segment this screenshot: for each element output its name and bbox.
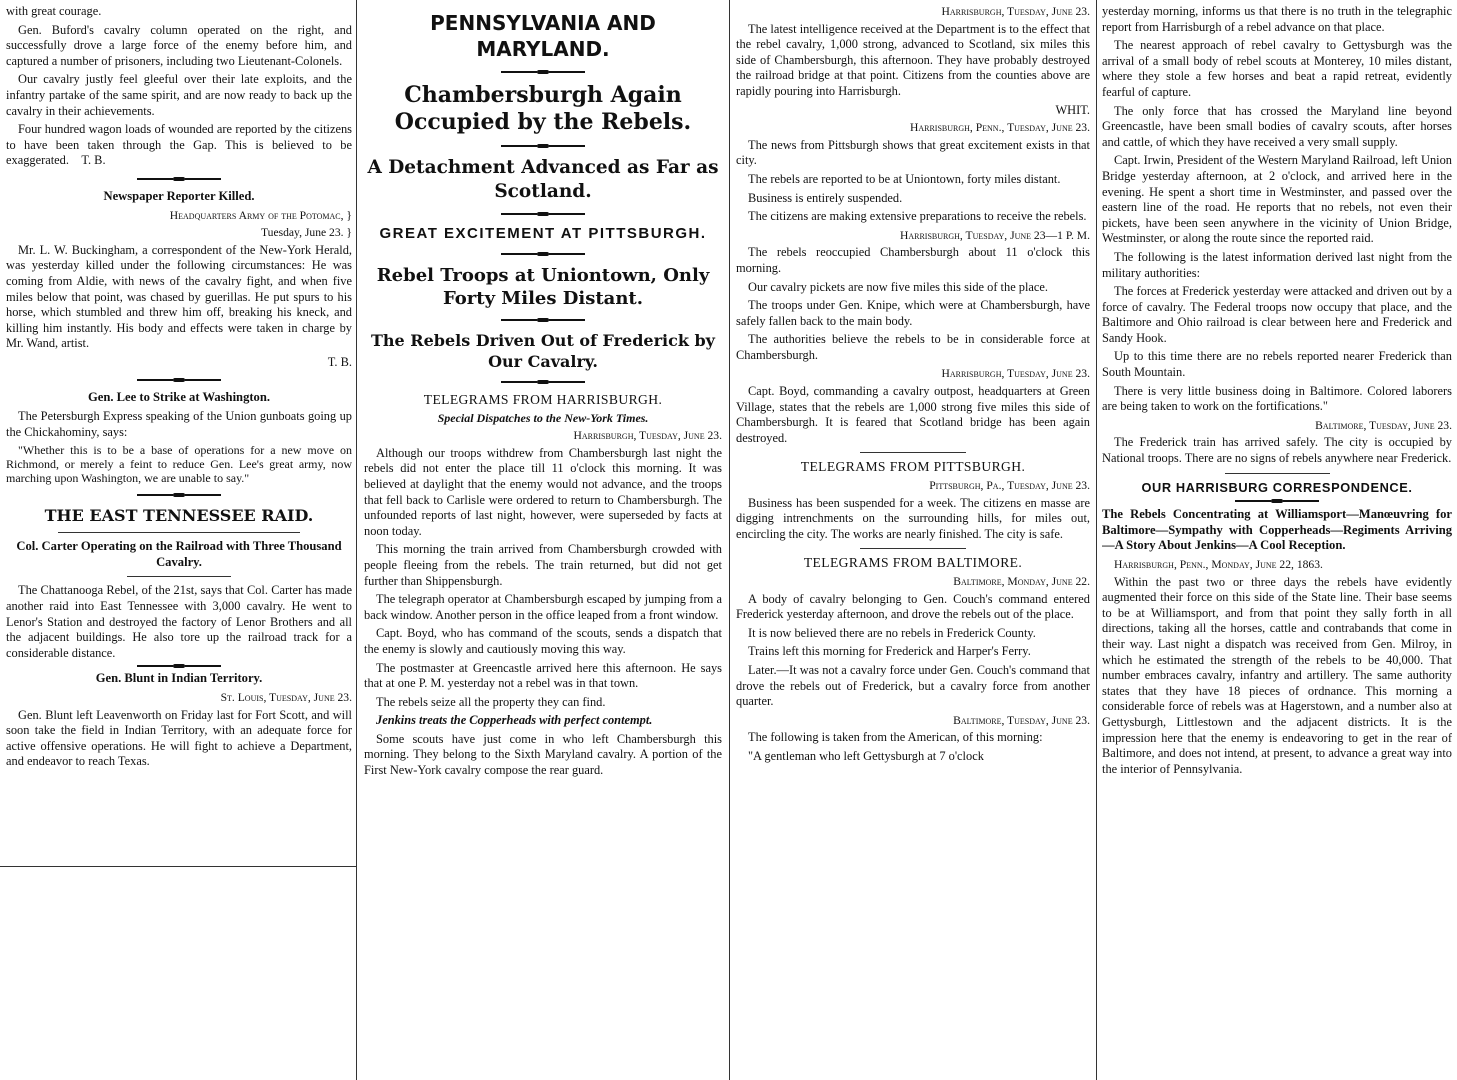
- section-divider: [6, 493, 352, 497]
- dateline: Harrisburgh, Tuesday, June 23.: [941, 367, 1090, 381]
- headline-harrisburg-correspondence: OUR HARRISBURG CORRESPONDENCE.: [1141, 479, 1413, 495]
- paragraph: The following is the latest information derived last night from the military authorities:: [1102, 249, 1452, 280]
- rule: [1225, 473, 1330, 474]
- column1-bottom-rule: [0, 866, 356, 867]
- dateline: Harrisburgh, Penn., Tuesday, June 23.: [909, 121, 1090, 135]
- paragraph: The rebels reoccupied Chambersburgh about 11 o'clock this morning.: [736, 245, 1090, 275]
- headline-reporter-killed: Newspaper Reporter Killed.: [103, 188, 255, 203]
- paragraph: Mr. L. W. Buckingham, a correspondent of the New-York Herald, was yesterday killed under the following circumstances: He was coming from Aldie, with news of the cavalry fight, and when five miles below that point, was chased by guerillas. He put spurs to his horse, which stumbled and threw him off, breaking his kneck, and killing him instantly. His body and effects were taken in charge by Mr. Wand, artist.: [6, 242, 352, 351]
- signature: WHIT.: [1055, 102, 1090, 117]
- paragraph: The rebels are reported to be at Uniontown, forty miles distant.: [748, 171, 1061, 186]
- paragraph-text: Four hundred wagon loads of wounded are reported by the citizens to have been taken through the Gap. This is believed to be exaggerated.: [6, 122, 352, 168]
- paragraph: It is now believed there are no rebels in Frederick County.: [748, 625, 1036, 640]
- dateline: Headquarters Army of the Potomac, }: [169, 208, 352, 222]
- paragraph: The telegraph operator at Chambersburgh escaped by jumping from a back window. Another person in the office leaped from a front window.: [364, 592, 722, 622]
- headline-great-excitement: GREAT EXCITEMENT AT PITTSBURGH.: [379, 225, 707, 242]
- paragraph: The Chattanooga Rebel, of the 21st, says that Col. Carter has made another raid into East Tennessee with 3,000 cavalry. He went to Lenor's Station and destroyed the factory of Lenor Brothers and all the adjacent buildings. He also tore up the railroad track for a considerable distance.: [6, 583, 352, 660]
- dateline: Baltimore, Monday, June 22.: [953, 575, 1090, 588]
- paragraph: The news from Pittsburgh shows that great excitement exists in that city.: [736, 137, 1090, 168]
- dateline: Baltimore, Tuesday, June 23.: [1315, 418, 1452, 432]
- section-divider: [6, 177, 352, 181]
- headline-carter: Col. Carter Operating on the Railroad with Three Thousand Cavalry.: [16, 539, 342, 569]
- telegrams-heading: TELEGRAMS FROM HARRISBURGH.: [423, 392, 663, 407]
- headline-uniontown: Rebel Troops at Uniontown, Only Forty Miles Distant.: [376, 265, 710, 309]
- paragraph: Business has been suspended for a week. The citizens en masse are digging intrenchments on the surrounding hills, for miles out, encircling the city. The works are nearly finished. The city is safe.: [736, 495, 1090, 541]
- dateline: St. Louis, Tuesday, June 23.: [220, 691, 352, 704]
- paragraph: The latest intelligence received at the Department is to the effect that the rebel cavalry, 1,000 strong, advanced to Scotland, six miles this side of Chambersburgh, this afternoon. They have probably destroyed the railroad bridge at that point. Citizens from the counties above are rapidly pouring into Harrisburgh.: [736, 21, 1090, 98]
- paragraph: Gen. Blunt left Leavenworth on Friday last for Fort Scott, and will soon take the field in Indian Territory, with an adequate force for active offensive operations. He will fight to achieve a Department, and endeavor to reach Texas.: [6, 707, 352, 769]
- dateline: Harrisburgh, Tuesday, June 23—1 P. M.: [899, 228, 1090, 242]
- paragraph: Gen. Buford's cavalry column operated on the right, and successfully drove a large force of the enemy before him, and captured a number of prisoners, including two Lieutenant-Colonels.: [6, 22, 352, 68]
- signature: T. B.: [327, 354, 352, 369]
- column-rule-3: [1096, 0, 1097, 1080]
- dateline: Harrisburgh, Tuesday, June 23.: [573, 429, 722, 443]
- section-divider: [364, 70, 722, 74]
- section-divider: [364, 380, 722, 384]
- paragraph: The forces at Frederick yesterday were attacked and driven out by a force of cavalry. The Federal troops now occupy that place, and the Baltimore and Ohio railroad is clear between here and Frederick and Sandy Hook.: [1102, 284, 1452, 345]
- paragraph: There is very little business doing in Baltimore. Colored laborers are being taken to work on the fortifications.": [1102, 383, 1452, 414]
- headline-lee-washington: Gen. Lee to Strike at Washington.: [87, 390, 271, 405]
- section-divider: [364, 144, 722, 148]
- dateline: Pittsburgh, Pa., Tuesday, June 23.: [929, 479, 1090, 493]
- paragraph: [6, 122, 352, 169]
- rule: [860, 548, 966, 549]
- telegrams-heading: TELEGRAMS FROM BALTIMORE.: [803, 555, 1023, 571]
- headline-rebels-concentrating: The Rebels Concentrating at Williamsport—Manœuvring for Baltimore—Sympathy with Copperheads—Regiments Arriving—A Story About Jenkins—A Cool Reception.: [1102, 507, 1452, 553]
- dateline: Harrisburgh, Penn., Monday, June 22, 1863.: [1114, 558, 1323, 571]
- paragraph: Capt. Irwin, President of the Western Maryland Railroad, left Union Bridge yesterday afternoon, at 2 o'clock, and arrived here in the evening. He spent a short time in Westminster, and passed over the eastern line of the road. He reports that no rebels, not even their pickets, have been seen anywhere in the vicinity of Union Bridge, Westminster, or along the route since the reported raid.: [1102, 153, 1452, 246]
- column-1: [6, 4, 352, 862]
- paragraph: The following is taken from the American, of this morning:: [748, 730, 1043, 745]
- rule: [58, 532, 300, 533]
- paragraph: with great courage.: [6, 4, 102, 18]
- paragraph: The rebels seize all the property they can find.: [376, 694, 606, 709]
- rule: [860, 452, 966, 453]
- headline-chambersburgh: Chambersburgh Again Occupied by the Rebels.: [394, 82, 692, 135]
- paragraph: Trains left this morning for Frederick and Harper's Ferry.: [748, 644, 1031, 659]
- paragraph: Although our troops withdrew from Chambersburgh last night the rebels did not enter the place till 11 o'clock this morning. It was believed at daylight that the enemy would not advance, and the troops that fell back to Carlisle were ordered to return to Chambersburgh. The unfounded reports of last night, however, were superseded by facts at noon today.: [364, 445, 722, 538]
- dateline: Harrisburgh, Tuesday, June 23.: [941, 5, 1090, 18]
- paragraph: The only force that has crossed the Maryland line beyond Greencastle, have been small bodies of cavalry scouts, after horses and cattle, of which they have received a very small supply.: [1102, 103, 1452, 149]
- paragraph: Within the past two or three days the rebels have evidently augmented their force on this side of the State line. Their base seems to be at Williamsport, and from that point they sally forth in all directions, taking all the horses, cattle and contrabands that come in their way. Last night a dispatch was received from Gen. Milroy, in which he estimated the strength of the rebels to be 40,000. That number embraces cavalry, infantry and artillery. The same authority states that they have 18 pieces of ordnance. This morning a considerable force of rebels was at Hagerstown, and a number also at Gettysburgh, Littlestown and the adjacent districts. It is the impression here that the enemy is endeavoring to get in the rear of Baltimore, and does not intend, at present, to advance a great way into the interior of Pennsylvania.: [1102, 574, 1452, 776]
- section-divider: [364, 318, 722, 322]
- headline-pennsylvania-maryland: PENNSYLVANIA AND MARYLAND.: [430, 11, 656, 61]
- paragraph: The troops under Gen. Knipe, which were at Chambersburgh, have safely fallen back to the main body.: [736, 298, 1090, 328]
- signature: T. B.: [81, 153, 106, 168]
- section-divider: [6, 378, 352, 382]
- paragraph: Business is entirely suspended.: [748, 190, 903, 205]
- paragraph: yesterday morning, informs us that there is no truth in the telegraphic report from Harrisburgh of a rebel advance on that place.: [1102, 4, 1452, 34]
- headline-frederick: The Rebels Driven Out of Frederick by Our Cavalry.: [371, 331, 715, 371]
- column-rule-2: [729, 0, 730, 1080]
- headline-east-tennessee-raid: THE EAST TENNESSEE RAID.: [44, 506, 314, 526]
- paragraph: Up to this time there are no rebels reported nearer Frederick than South Mountain.: [1102, 349, 1452, 380]
- paragraph: The postmaster at Greencastle arrived here this afternoon. He says that at one P. M. yesterday not a rebel was in that town.: [364, 660, 722, 691]
- section-divider: [1102, 499, 1452, 503]
- paragraph: Later.—It was not a cavalry force under Gen. Couch's command that drove the rebels out of Frederick, but a cavalry force from another quarter.: [736, 662, 1090, 709]
- dateline: Baltimore, Tuesday, June 23.: [953, 713, 1090, 727]
- paragraph: The Petersburgh Express speaking of the Union gunboats going up the Chickahominy, says:: [6, 409, 352, 439]
- paragraph: The citizens are making extensive preparations to receive the rebels.: [748, 209, 1087, 224]
- section-divider: [6, 664, 352, 668]
- paragraph: Capt. Boyd, who has command of the scouts, sends a dispatch that the enemy is slowly and cautiously moving this way.: [364, 626, 722, 656]
- paragraph: Capt. Boyd, commanding a cavalry outpost, headquarters at Green Village, states that the rebels are 1,000 strong five miles this side of Chambersburgh. It is feared that Scotland bridge has been again destroyed.: [736, 384, 1090, 445]
- section-divider: [364, 252, 722, 256]
- paragraph: The authorities believe the rebels to be in considerable force at Chambersburgh.: [736, 332, 1090, 362]
- paragraph: The nearest approach of rebel cavalry to Gettysburgh was the arrival of a small body of rebel scouts at Monterey, 10 miles distant, where they stole a few horses and beat a rapid retreat, evidently fearful of capture.: [1102, 38, 1452, 99]
- paragraph: Jenkins treats the Copperheads with perfect contempt.: [376, 713, 653, 728]
- paragraph: Our cavalry pickets are now five miles this side of the place.: [748, 279, 1049, 294]
- headline-blunt: Gen. Blunt in Indian Territory.: [95, 671, 263, 686]
- paragraph: Some scouts have just come in who left Chambersburgh this morning. They belong to the Sixth Maryland cavalry. A portion of the First New-York cavalry compose the rear guard.: [364, 731, 722, 778]
- column-4: [1102, 4, 1452, 1078]
- dateline: Tuesday, June 23. }: [260, 226, 352, 240]
- quotation: "Whether this is to be a base of operations for a new move on Richmond, or merely a feint to reduce Gen. Lee's great army, now marching upon Washington, we are unable to say.": [6, 443, 352, 486]
- section-divider: [364, 212, 722, 216]
- rule: [127, 576, 231, 577]
- paragraph: "A gentleman who left Gettysburgh at 7 o'clock: [748, 748, 984, 763]
- column-2: [364, 4, 722, 1078]
- headline-detachment: A Detachment Advanced as Far as Scotland.: [367, 157, 719, 202]
- column-rule-1: [356, 0, 357, 1080]
- paragraph: The Frederick train has arrived safely. The city is occupied by National troops. There are no signs of rebels anywhere near Frederick.: [1102, 435, 1452, 466]
- paragraph: A body of cavalry belonging to Gen. Couch's command entered Frederick yesterday afternoon, and drove the rebels out of the place.: [736, 591, 1090, 622]
- paragraph: Our cavalry justly feel gleeful over their late exploits, and the infantry partake of the same spirit, and are now ready to back up the cavalry in their achievements.: [6, 72, 352, 118]
- paragraph: This morning the train arrived from Chambersburgh crowded with people fleeing from the rebels. The train returned, but did not get further than Shippensburgh.: [364, 542, 722, 588]
- telegrams-heading: TELEGRAMS FROM PITTSBURGH.: [800, 459, 1026, 475]
- column-3: [736, 4, 1090, 1078]
- dispatch-credit: Special Dispatches to the New-York Times.: [437, 410, 649, 425]
